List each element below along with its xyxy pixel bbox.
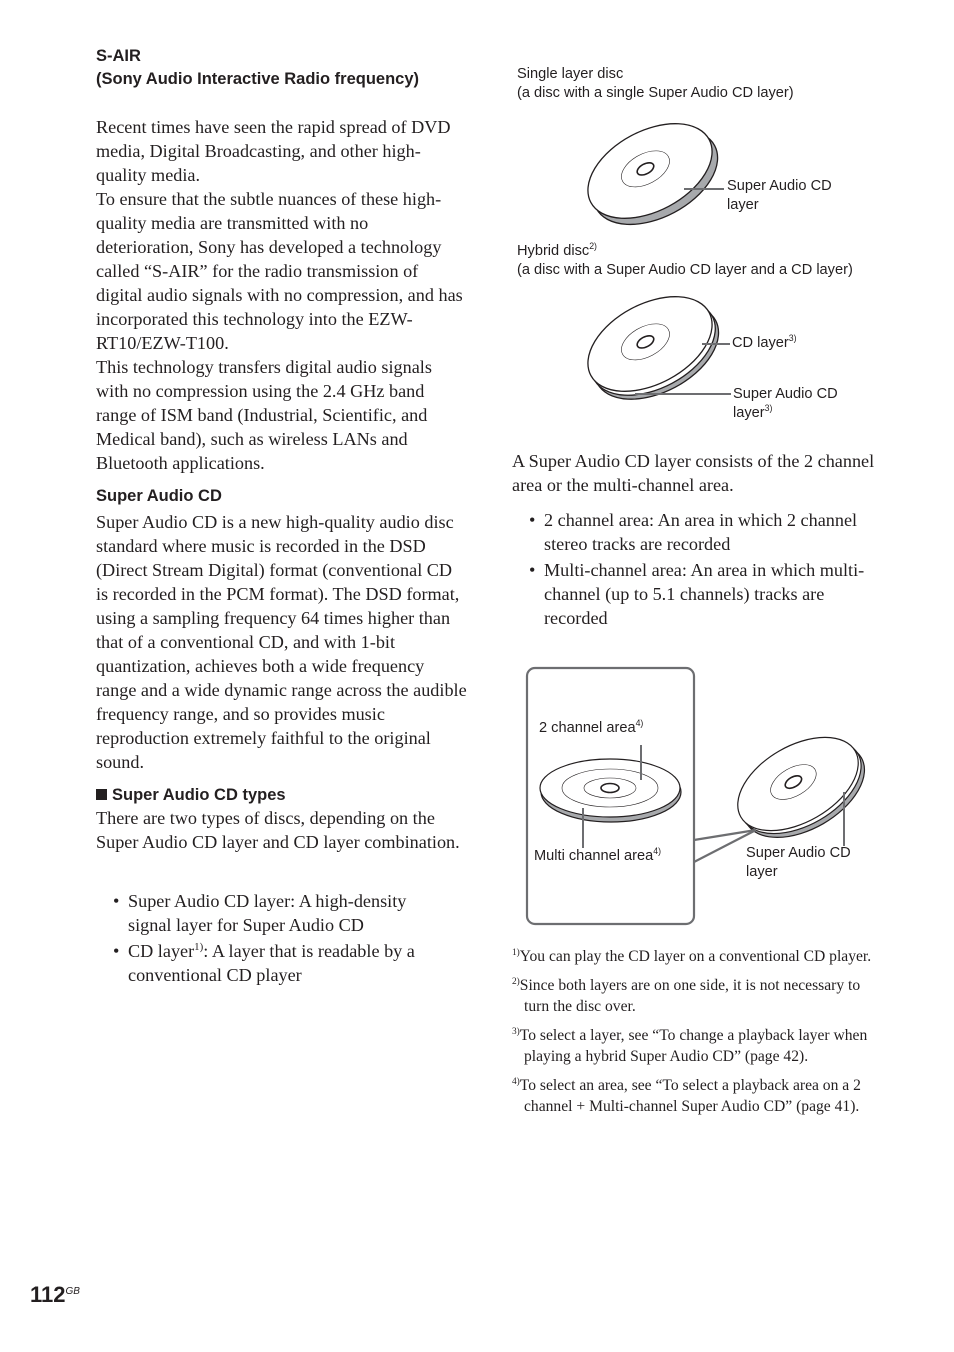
footnote-ref: 4) bbox=[653, 846, 662, 857]
paragraph: Recent times have seen the rapid spread of DVD media, Digital Broadcasting, and other high-quality media. bbox=[96, 117, 451, 185]
footnote-mark: 2) bbox=[512, 976, 520, 987]
footnote-mark: 1) bbox=[512, 947, 520, 958]
label-text: Super Audio CD bbox=[746, 845, 851, 861]
label-text: Super Audio CD bbox=[727, 178, 832, 194]
page-number-text: 112 bbox=[30, 1282, 66, 1307]
bullet-item bbox=[529, 558, 889, 630]
bullet-text: 2 channel area: An area in which 2 channel stereo tracks are recorded bbox=[544, 510, 858, 554]
area-disc-icon bbox=[540, 759, 681, 822]
label-text: Multi channel area bbox=[534, 848, 654, 864]
caption-sub: (a disc with a Super Audio CD layer and a CD layer) bbox=[517, 262, 853, 278]
area-source-disc-icon bbox=[722, 717, 881, 858]
footnote bbox=[512, 946, 884, 967]
label-text: 2 channel area bbox=[539, 720, 636, 736]
area-layer-label bbox=[746, 844, 851, 882]
caption-sub: (a disc with a single Super Audio CD layer) bbox=[517, 85, 794, 101]
footnote bbox=[512, 1025, 884, 1067]
label-text: layer bbox=[727, 197, 759, 213]
bullet-text: CD layer bbox=[128, 941, 195, 961]
bullet-text: : A layer that is readable by a conventional CD player bbox=[128, 941, 415, 985]
paragraph: To ensure that the subtle nuances of these high-quality media are transmitted with no deterioration, Sony has developed a technology called “S-AIR” for the radio transmission of digital audio signals with no compression, and has incorporated this technology into the EZW-RT10/EZW-T100. bbox=[96, 189, 463, 353]
bullet-text: Multi-channel area: An area in which multi-channel (up to 5.1 channels) tracks are recorded bbox=[544, 560, 865, 628]
paragraph: Super Audio CD is a new high-quality audio disc standard where music is recorded in the DSD (Direct Stream Digital) format (conventional CD is recorded in the PCM format). The DSD format, using a sampling frequency 64 times higher than that of a conventional CD, and with 1-bit quantization, achieves both a wide frequency range and a wide dynamic range across the audible frequency range, and so provides music reproduction extremely faithful to the original sound. bbox=[96, 512, 467, 772]
heading-text: Super Audio CD types bbox=[112, 786, 286, 804]
footnote-ref: 4) bbox=[635, 718, 644, 729]
footnote-mark: 3) bbox=[512, 1026, 520, 1037]
page-suffix: GB bbox=[65, 1286, 80, 1297]
caption-title: Hybrid disc bbox=[517, 243, 590, 259]
footnote-ref: 2) bbox=[589, 241, 597, 252]
paragraph: There are two types of discs, depending on the Super Audio CD layer and CD layer combination. bbox=[96, 808, 460, 852]
label-text: layer bbox=[746, 864, 778, 880]
bullet-text: Super Audio CD layer: A high-density signal layer for Super Audio CD bbox=[128, 891, 407, 935]
footnote-mark: 4) bbox=[512, 1076, 520, 1087]
section-heading-sacd: Super Audio CD bbox=[96, 487, 222, 505]
footnote-text: To select a layer, see “To change a playback layer when playing a hybrid Super Audio CD” (page 42). bbox=[519, 1027, 868, 1065]
hybrid-disc-icon bbox=[572, 276, 734, 419]
footnote-ref: 1) bbox=[194, 940, 204, 953]
caption-title: Single layer disc bbox=[517, 66, 624, 82]
area-multi-label bbox=[534, 847, 661, 866]
paragraph: This technology transfers digital audio signals with no compression using the 2.4 GHz band range of ISM band (Industrial, Scientific, and Medical band), such as wireless LANs and Bluetooth applications. bbox=[96, 357, 432, 473]
label-text: Super Audio CD bbox=[733, 386, 838, 402]
bullet-item bbox=[529, 508, 889, 556]
heading-text: S-AIR bbox=[96, 47, 141, 65]
footnote-text: You can play the CD layer on a conventional CD player. bbox=[519, 948, 872, 965]
label-text: CD layer bbox=[732, 335, 789, 351]
bullet-icon: • bbox=[113, 941, 120, 961]
footnote bbox=[512, 1075, 884, 1117]
footnote-text: To select an area, see “To select a playback area on a 2 channel + Multi-channel Super Audio CD” (page 41). bbox=[519, 1077, 861, 1115]
paragraph: A Super Audio CD layer consists of the 2 channel area or the multi-channel area. bbox=[512, 451, 875, 495]
footnote-ref: 3) bbox=[788, 333, 797, 344]
area-2ch-label bbox=[539, 719, 643, 738]
page-number bbox=[30, 1282, 80, 1308]
footnote-ref: 3) bbox=[764, 403, 773, 414]
subheading-text: (Sony Audio Interactive Radio frequency) bbox=[96, 69, 420, 88]
bullet-icon: • bbox=[529, 560, 536, 580]
bullet-icon: • bbox=[113, 891, 120, 911]
label-text: layer bbox=[733, 405, 765, 421]
single-layer-disc-icon bbox=[572, 103, 733, 245]
footnote bbox=[512, 975, 884, 1017]
footnote-text: Since both layers are on one side, it is not necessary to turn the disc over. bbox=[519, 977, 861, 1015]
bullet-icon: • bbox=[529, 510, 536, 530]
footnotes bbox=[512, 946, 884, 1117]
